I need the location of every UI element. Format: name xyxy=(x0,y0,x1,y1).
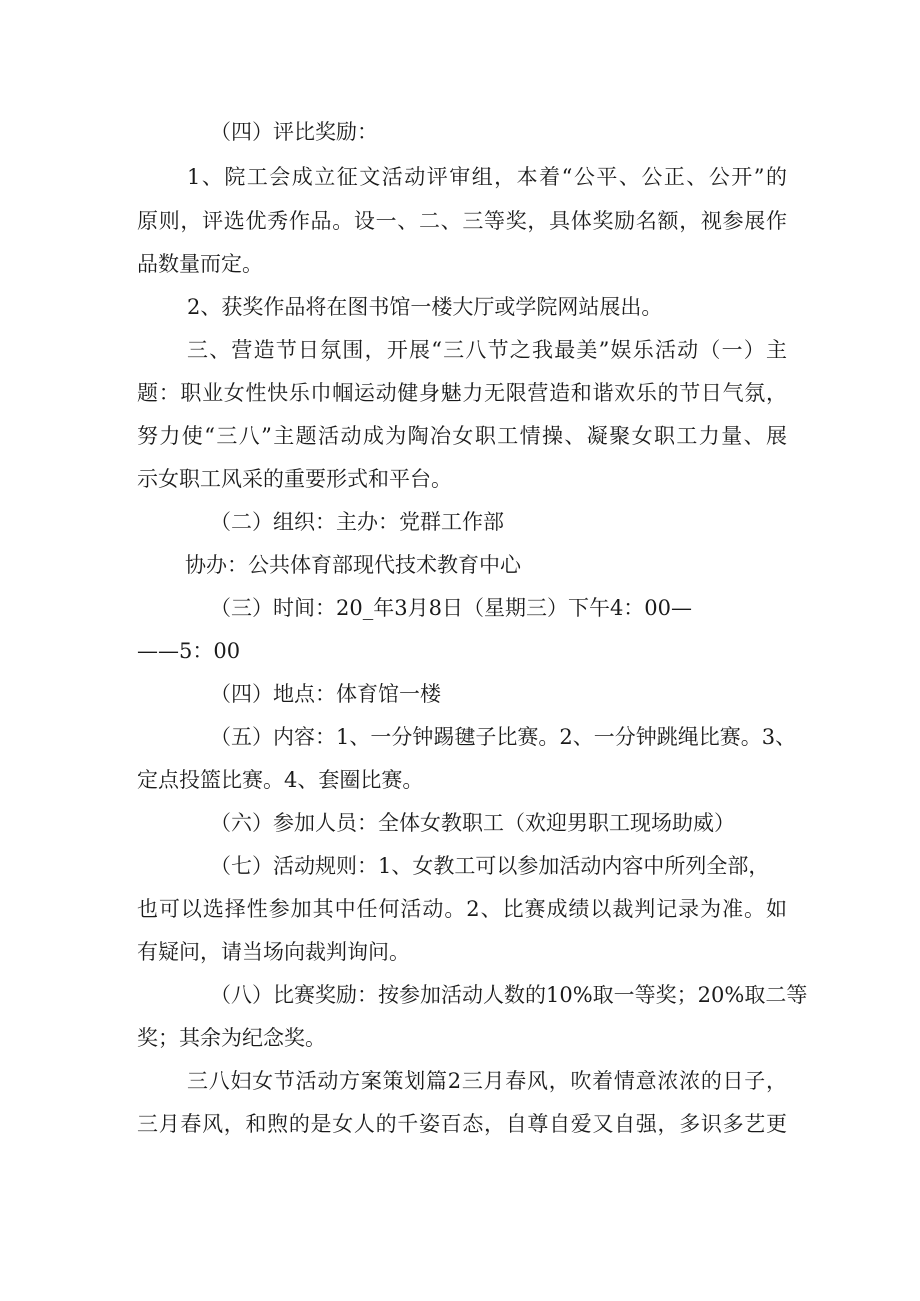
text-line: （七）活动规则：1、女教工可以参加活动内容中所列全部， xyxy=(210,854,770,878)
text-line: 也可以选择性参加其中任何活动。2、比赛成绩以裁判记录为准。如 xyxy=(137,897,787,921)
text-line: 1、院工会成立征文活动评审组，本着“公平、公正、公开”的 xyxy=(187,165,787,189)
text-line: 品数量而定。 xyxy=(137,252,263,276)
text-line: 题：职业女性快乐巾帼运动健身魅力无限营造和谐欢乐的节日气氛， xyxy=(137,381,787,405)
text-line: 奖；其余为纪念奖。 xyxy=(137,1026,326,1050)
text-line: （五）内容：1、一分钟踢毽子比赛。2、一分钟跳绳比赛。3、 xyxy=(210,725,797,749)
text-line: 原则，评选优秀作品。设一、二、三等奖，具体奖励名额，视参展作 xyxy=(137,209,787,233)
text-line: 示女职工风采的重要形式和平台。 xyxy=(137,467,452,491)
text-line: ——5：00 xyxy=(137,639,241,663)
text-line: （六）参加人员：全体女教职工（欢迎男职工现场助威） xyxy=(210,811,735,835)
text-line: 2、获奖作品将在图书馆一楼大厅或学院网站展出。 xyxy=(187,295,663,319)
text-line: （三）时间：20_年3月8日（星期三）下午4：00— xyxy=(210,596,693,620)
text-line: 定点投篮比赛。4、套圈比赛。 xyxy=(137,768,424,792)
text-line: 三、营造节日氛围，开展“三八节之我最美”娱乐活动（一）主 xyxy=(187,338,787,362)
text-line: （八）比赛奖励：按参加活动人数的10%取一等奖；20%取二等 xyxy=(210,983,808,1007)
text-line: （二）组织：主办：党群工作部 xyxy=(210,510,504,534)
text-line: 努力使“三八”主题活动成为陶冶女职工情操、凝聚女职工力量、展 xyxy=(137,424,787,448)
text-line: （四）地点：体育馆一楼 xyxy=(210,682,441,706)
text-line: 三八妇女节活动方案策划篇2三月春风，吹着情意浓浓的日子， xyxy=(187,1069,787,1093)
text-line: 有疑问，请当场向裁判询问。 xyxy=(137,940,410,964)
text-line: 协办：公共体育部现代技术教育中心 xyxy=(185,553,521,577)
text-line: 三月春风，和煦的是女人的千姿百态，自尊自爱又自强，多识多艺更 xyxy=(137,1112,787,1136)
text-line: （四）评比奖励： xyxy=(210,120,378,144)
